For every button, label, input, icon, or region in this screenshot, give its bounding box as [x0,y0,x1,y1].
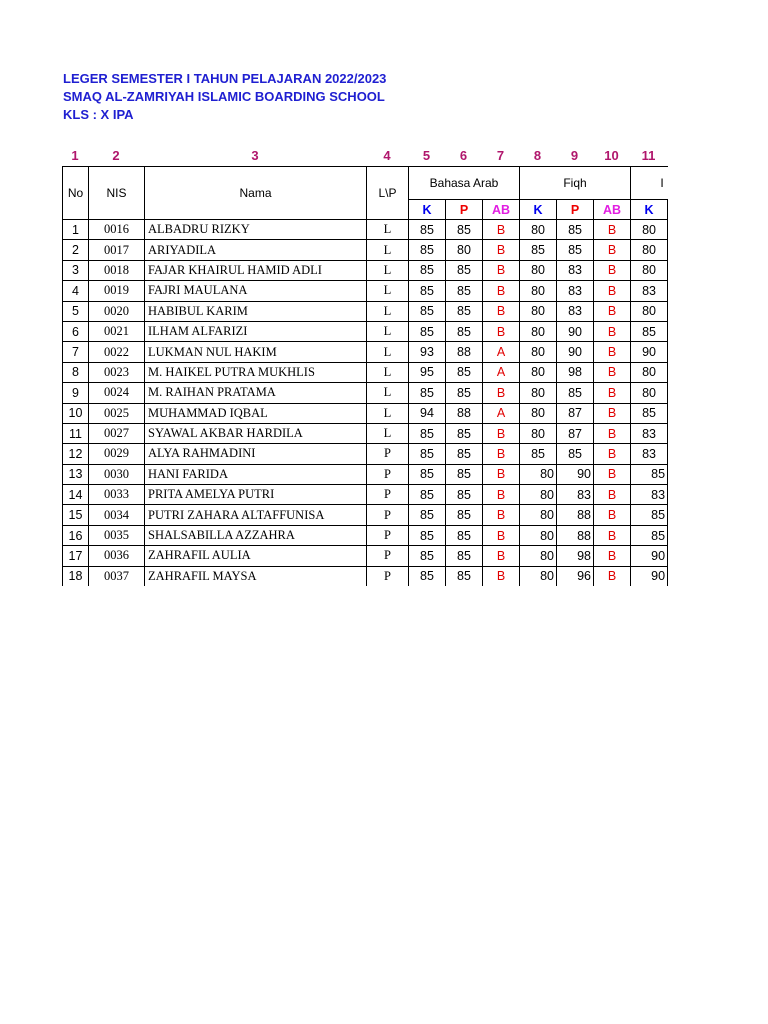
cell-bahasa-arab-k: 85 [409,423,446,443]
cell-fiqh-ab: B [594,321,631,341]
cell-next-k: 85 [631,464,668,484]
cell-fiqh-k: 80 [520,281,557,301]
cell-bahasa-arab-k: 95 [409,362,446,382]
cell-nama: FAJAR KHAIRUL HAMID ADLI [145,260,367,280]
cell-next-k: 90 [631,546,668,566]
cell-nis: 0023 [89,362,145,382]
cell-no: 1 [63,220,89,240]
cell-fiqh-k: 80 [520,260,557,280]
cell-next-k: 83 [631,485,668,505]
cell-next-k: 80 [631,362,668,382]
cell-fiqh-p: 96 [557,566,594,586]
cell-gender: P [367,485,409,505]
cell-nama: ARIYADILA [145,240,367,260]
cell-no: 16 [63,525,89,545]
table-row [63,505,669,525]
cell-nama: PRITA AMELYA PUTRI [145,485,367,505]
cell-bahasa-arab-p: 88 [446,403,483,423]
cell-bahasa-arab-k: 85 [409,301,446,321]
cell-bahasa-arab-p: 85 [446,485,483,505]
cell-fiqh-k: 80 [520,342,557,362]
cell-nama: FAJRI MAULANA [145,281,367,301]
cell-nama: ALBADRU RIZKY [145,220,367,240]
cell-fiqh-p: 90 [557,321,594,341]
leger-sheet [62,166,668,586]
cell-nis: 0030 [89,464,145,484]
cell-next-k: 83 [631,444,668,464]
cell-nis: 0025 [89,403,145,423]
cell-bahasa-arab-ab: B [483,566,520,586]
cell-bahasa-arab-k: 85 [409,240,446,260]
cell-nis: 0022 [89,342,145,362]
cell-nis: 0016 [89,220,145,240]
cell-bahasa-arab-k: 94 [409,403,446,423]
cell-nis: 0017 [89,240,145,260]
cell-nama: SYAWAL AKBAR HARDILA [145,423,367,443]
cell-fiqh-p: 83 [557,485,594,505]
table-row [63,220,669,240]
cell-gender: L [367,281,409,301]
cell-fiqh-ab: B [594,301,631,321]
cell-fiqh-p: 90 [557,342,594,362]
cell-no: 4 [63,281,89,301]
cell-fiqh-ab: B [594,383,631,403]
column-number: 9 [570,148,579,163]
cell-bahasa-arab-ab: B [483,546,520,566]
cell-no: 6 [63,321,89,341]
column-number: 7 [496,148,505,163]
cell-no: 2 [63,240,89,260]
cell-next-k: 80 [631,383,668,403]
cell-nama: ALYA RAHMADINI [145,444,367,464]
cell-fiqh-k: 80 [520,505,557,525]
cell-fiqh-p: 87 [557,403,594,423]
cell-nis: 0019 [89,281,145,301]
cell-bahasa-arab-ab: B [483,444,520,464]
cell-no: 9 [63,383,89,403]
cell-nama: M. RAIHAN PRATAMA [145,383,367,403]
column-number: 1 [71,148,79,163]
cell-next-k: 85 [631,505,668,525]
cell-no: 13 [63,464,89,484]
table-row [63,464,669,484]
cell-gender: L [367,383,409,403]
cell-fiqh-ab: B [594,342,631,362]
cell-fiqh-p: 90 [557,464,594,484]
cell-gender: L [367,321,409,341]
cell-gender: P [367,546,409,566]
cell-bahasa-arab-p: 85 [446,464,483,484]
cell-bahasa-arab-k: 85 [409,220,446,240]
cell-nama: PUTRI ZAHARA ALTAFFUNISA [145,505,367,525]
cell-fiqh-k: 80 [520,362,557,382]
leger-table [62,166,668,586]
cell-bahasa-arab-k: 93 [409,342,446,362]
cell-gender: L [367,240,409,260]
header-no: No [63,167,89,220]
table-row [63,362,669,382]
cell-bahasa-arab-ab: A [483,403,520,423]
cell-fiqh-p: 98 [557,546,594,566]
cell-bahasa-arab-k: 85 [409,566,446,586]
cell-no: 12 [63,444,89,464]
subheader-k: K [409,200,446,220]
column-number: 8 [533,148,542,163]
cell-gender: L [367,362,409,382]
cell-gender: P [367,566,409,586]
header-nama: Nama [145,167,367,220]
cell-fiqh-k: 85 [520,444,557,464]
document-header [63,70,386,124]
cell-nama: HABIBUL KARIM [145,301,367,321]
cell-bahasa-arab-k: 85 [409,485,446,505]
cell-bahasa-arab-p: 80 [446,240,483,260]
column-number: 6 [459,148,468,163]
table-row [63,403,669,423]
cell-nama: SHALSABILLA AZZAHRA [145,525,367,545]
cell-bahasa-arab-ab: A [483,342,520,362]
subheader-ab: AB [594,200,631,220]
table-row [63,525,669,545]
cell-no: 14 [63,485,89,505]
cell-no: 17 [63,546,89,566]
cell-nama: ILHAM ALFARIZI [145,321,367,341]
cell-fiqh-ab: B [594,485,631,505]
cell-fiqh-p: 88 [557,525,594,545]
cell-bahasa-arab-ab: B [483,383,520,403]
cell-bahasa-arab-p: 85 [446,260,483,280]
cell-no: 18 [63,566,89,586]
cell-gender: L [367,220,409,240]
subheader-k: K [631,200,668,220]
cell-bahasa-arab-p: 85 [446,321,483,341]
cell-nama: MUHAMMAD IQBAL [145,403,367,423]
cell-nama: ZAHRAFIL MAYSA [145,566,367,586]
cell-fiqh-ab: B [594,260,631,280]
cell-nis: 0036 [89,546,145,566]
subheader-k: K [520,200,557,220]
table-row [63,423,669,443]
table-row [63,321,669,341]
table-row [63,240,669,260]
header-gender: L\P [367,167,409,220]
cell-next-k: 83 [631,281,668,301]
cell-no: 10 [63,403,89,423]
table-row [63,546,669,566]
cell-next-k: 80 [631,260,668,280]
cell-next-k: 80 [631,220,668,240]
cell-next-k: 85 [631,403,668,423]
cell-bahasa-arab-p: 85 [446,281,483,301]
cell-fiqh-k: 80 [520,220,557,240]
title-class: KLS : X IPA [63,107,134,122]
cell-gender: L [367,260,409,280]
cell-gender: P [367,464,409,484]
column-number: 10 [604,148,619,163]
cell-nama: M. HAIKEL PUTRA MUKHLIS [145,362,367,382]
column-number: 5 [422,148,431,163]
cell-bahasa-arab-p: 85 [446,362,483,382]
column-number: 2 [112,148,120,163]
cell-gender: L [367,423,409,443]
cell-fiqh-p: 88 [557,505,594,525]
title-school: SMAQ AL-ZAMRIYAH ISLAMIC BOARDING SCHOOL [63,89,385,104]
cell-gender: P [367,525,409,545]
cell-bahasa-arab-ab: B [483,260,520,280]
cell-nama: ZAHRAFIL AULIA [145,546,367,566]
cell-fiqh-ab: B [594,362,631,382]
cell-next-k: 83 [631,423,668,443]
cell-bahasa-arab-k: 85 [409,505,446,525]
cell-next-k: 85 [631,321,668,341]
cell-bahasa-arab-k: 85 [409,525,446,545]
cell-nis: 0021 [89,321,145,341]
column-number-row [0,148,768,166]
cell-fiqh-ab: B [594,240,631,260]
cell-gender: P [367,505,409,525]
cell-bahasa-arab-p: 85 [446,566,483,586]
cell-bahasa-arab-ab: B [483,505,520,525]
cell-fiqh-k: 80 [520,383,557,403]
cell-fiqh-ab: B [594,546,631,566]
cell-nis: 0033 [89,485,145,505]
cell-gender: L [367,403,409,423]
cell-bahasa-arab-ab: B [483,485,520,505]
cell-fiqh-ab: B [594,423,631,443]
cell-fiqh-p: 85 [557,220,594,240]
cell-bahasa-arab-p: 85 [446,546,483,566]
cell-no: 15 [63,505,89,525]
cell-fiqh-k: 80 [520,423,557,443]
cell-fiqh-p: 83 [557,281,594,301]
cell-bahasa-arab-ab: B [483,281,520,301]
cell-bahasa-arab-k: 85 [409,281,446,301]
cell-fiqh-k: 80 [520,546,557,566]
cell-bahasa-arab-ab: B [483,525,520,545]
cell-bahasa-arab-p: 85 [446,444,483,464]
cell-nis: 0035 [89,525,145,545]
cell-no: 8 [63,362,89,382]
cell-next-k: 90 [631,342,668,362]
cell-nis: 0018 [89,260,145,280]
header-fiqh: Fiqh [520,167,631,200]
cell-fiqh-k: 80 [520,566,557,586]
column-number: 11 [641,148,656,163]
cell-bahasa-arab-ab: A [483,362,520,382]
cell-fiqh-p: 85 [557,383,594,403]
cell-bahasa-arab-ab: B [483,240,520,260]
cell-bahasa-arab-p: 85 [446,383,483,403]
cell-bahasa-arab-k: 85 [409,383,446,403]
cell-next-k: 90 [631,566,668,586]
cell-no: 7 [63,342,89,362]
table-row [63,444,669,464]
cell-bahasa-arab-ab: B [483,220,520,240]
cell-fiqh-ab: B [594,566,631,586]
cell-nis: 0034 [89,505,145,525]
cell-gender: L [367,342,409,362]
cell-fiqh-p: 85 [557,240,594,260]
cell-no: 11 [63,423,89,443]
cell-fiqh-ab: B [594,281,631,301]
cell-gender: L [367,301,409,321]
cell-fiqh-p: 85 [557,444,594,464]
cell-next-k: 80 [631,240,668,260]
cell-bahasa-arab-p: 85 [446,505,483,525]
cell-fiqh-k: 80 [520,321,557,341]
cell-nama: HANI FARIDA [145,464,367,484]
title-leger: LEGER SEMESTER I TAHUN PELAJARAN 2022/2023 [63,71,387,86]
table-body [63,220,669,587]
table-row [63,485,669,505]
cell-fiqh-k: 80 [520,485,557,505]
cell-bahasa-arab-p: 85 [446,525,483,545]
cell-bahasa-arab-k: 85 [409,464,446,484]
cell-fiqh-k: 80 [520,464,557,484]
cell-bahasa-arab-k: 85 [409,321,446,341]
subheader-p: P [446,200,483,220]
cell-nis: 0027 [89,423,145,443]
table-row [63,281,669,301]
cell-fiqh-p: 87 [557,423,594,443]
header-nis: NIS [89,167,145,220]
cell-gender: P [367,444,409,464]
cell-fiqh-k: 85 [520,240,557,260]
cell-bahasa-arab-k: 85 [409,546,446,566]
subheader-p: P [557,200,594,220]
cell-fiqh-p: 83 [557,301,594,321]
cell-bahasa-arab-ab: B [483,301,520,321]
cell-next-k: 85 [631,525,668,545]
table-row [63,260,669,280]
cell-bahasa-arab-p: 85 [446,220,483,240]
cell-bahasa-arab-p: 85 [446,423,483,443]
cell-next-k: 80 [631,301,668,321]
cell-fiqh-ab: B [594,525,631,545]
cell-no: 5 [63,301,89,321]
cell-nis: 0029 [89,444,145,464]
cell-fiqh-p: 98 [557,362,594,382]
cell-fiqh-ab: B [594,220,631,240]
cell-fiqh-k: 80 [520,525,557,545]
cell-bahasa-arab-k: 85 [409,260,446,280]
cell-bahasa-arab-ab: B [483,321,520,341]
cell-bahasa-arab-k: 85 [409,444,446,464]
cell-nis: 0024 [89,383,145,403]
column-number: 4 [383,148,391,163]
cell-fiqh-p: 83 [557,260,594,280]
cell-no: 3 [63,260,89,280]
table-row [63,383,669,403]
cell-bahasa-arab-p: 88 [446,342,483,362]
cell-fiqh-k: 80 [520,301,557,321]
subheader-ab: AB [483,200,520,220]
cell-nama: LUKMAN NUL HAKIM [145,342,367,362]
cell-bahasa-arab-ab: B [483,423,520,443]
cell-bahasa-arab-ab: B [483,464,520,484]
cell-fiqh-ab: B [594,444,631,464]
header-next-subject: I [631,167,668,200]
column-number: 3 [251,148,259,163]
table-row [63,342,669,362]
table-row [63,301,669,321]
cell-bahasa-arab-p: 85 [446,301,483,321]
cell-fiqh-ab: B [594,464,631,484]
cell-fiqh-ab: B [594,505,631,525]
cell-fiqh-ab: B [594,403,631,423]
cell-fiqh-k: 80 [520,403,557,423]
header-bahasa-arab: Bahasa Arab [409,167,520,200]
table-row [63,566,669,586]
cell-nis: 0037 [89,566,145,586]
cell-nis: 0020 [89,301,145,321]
